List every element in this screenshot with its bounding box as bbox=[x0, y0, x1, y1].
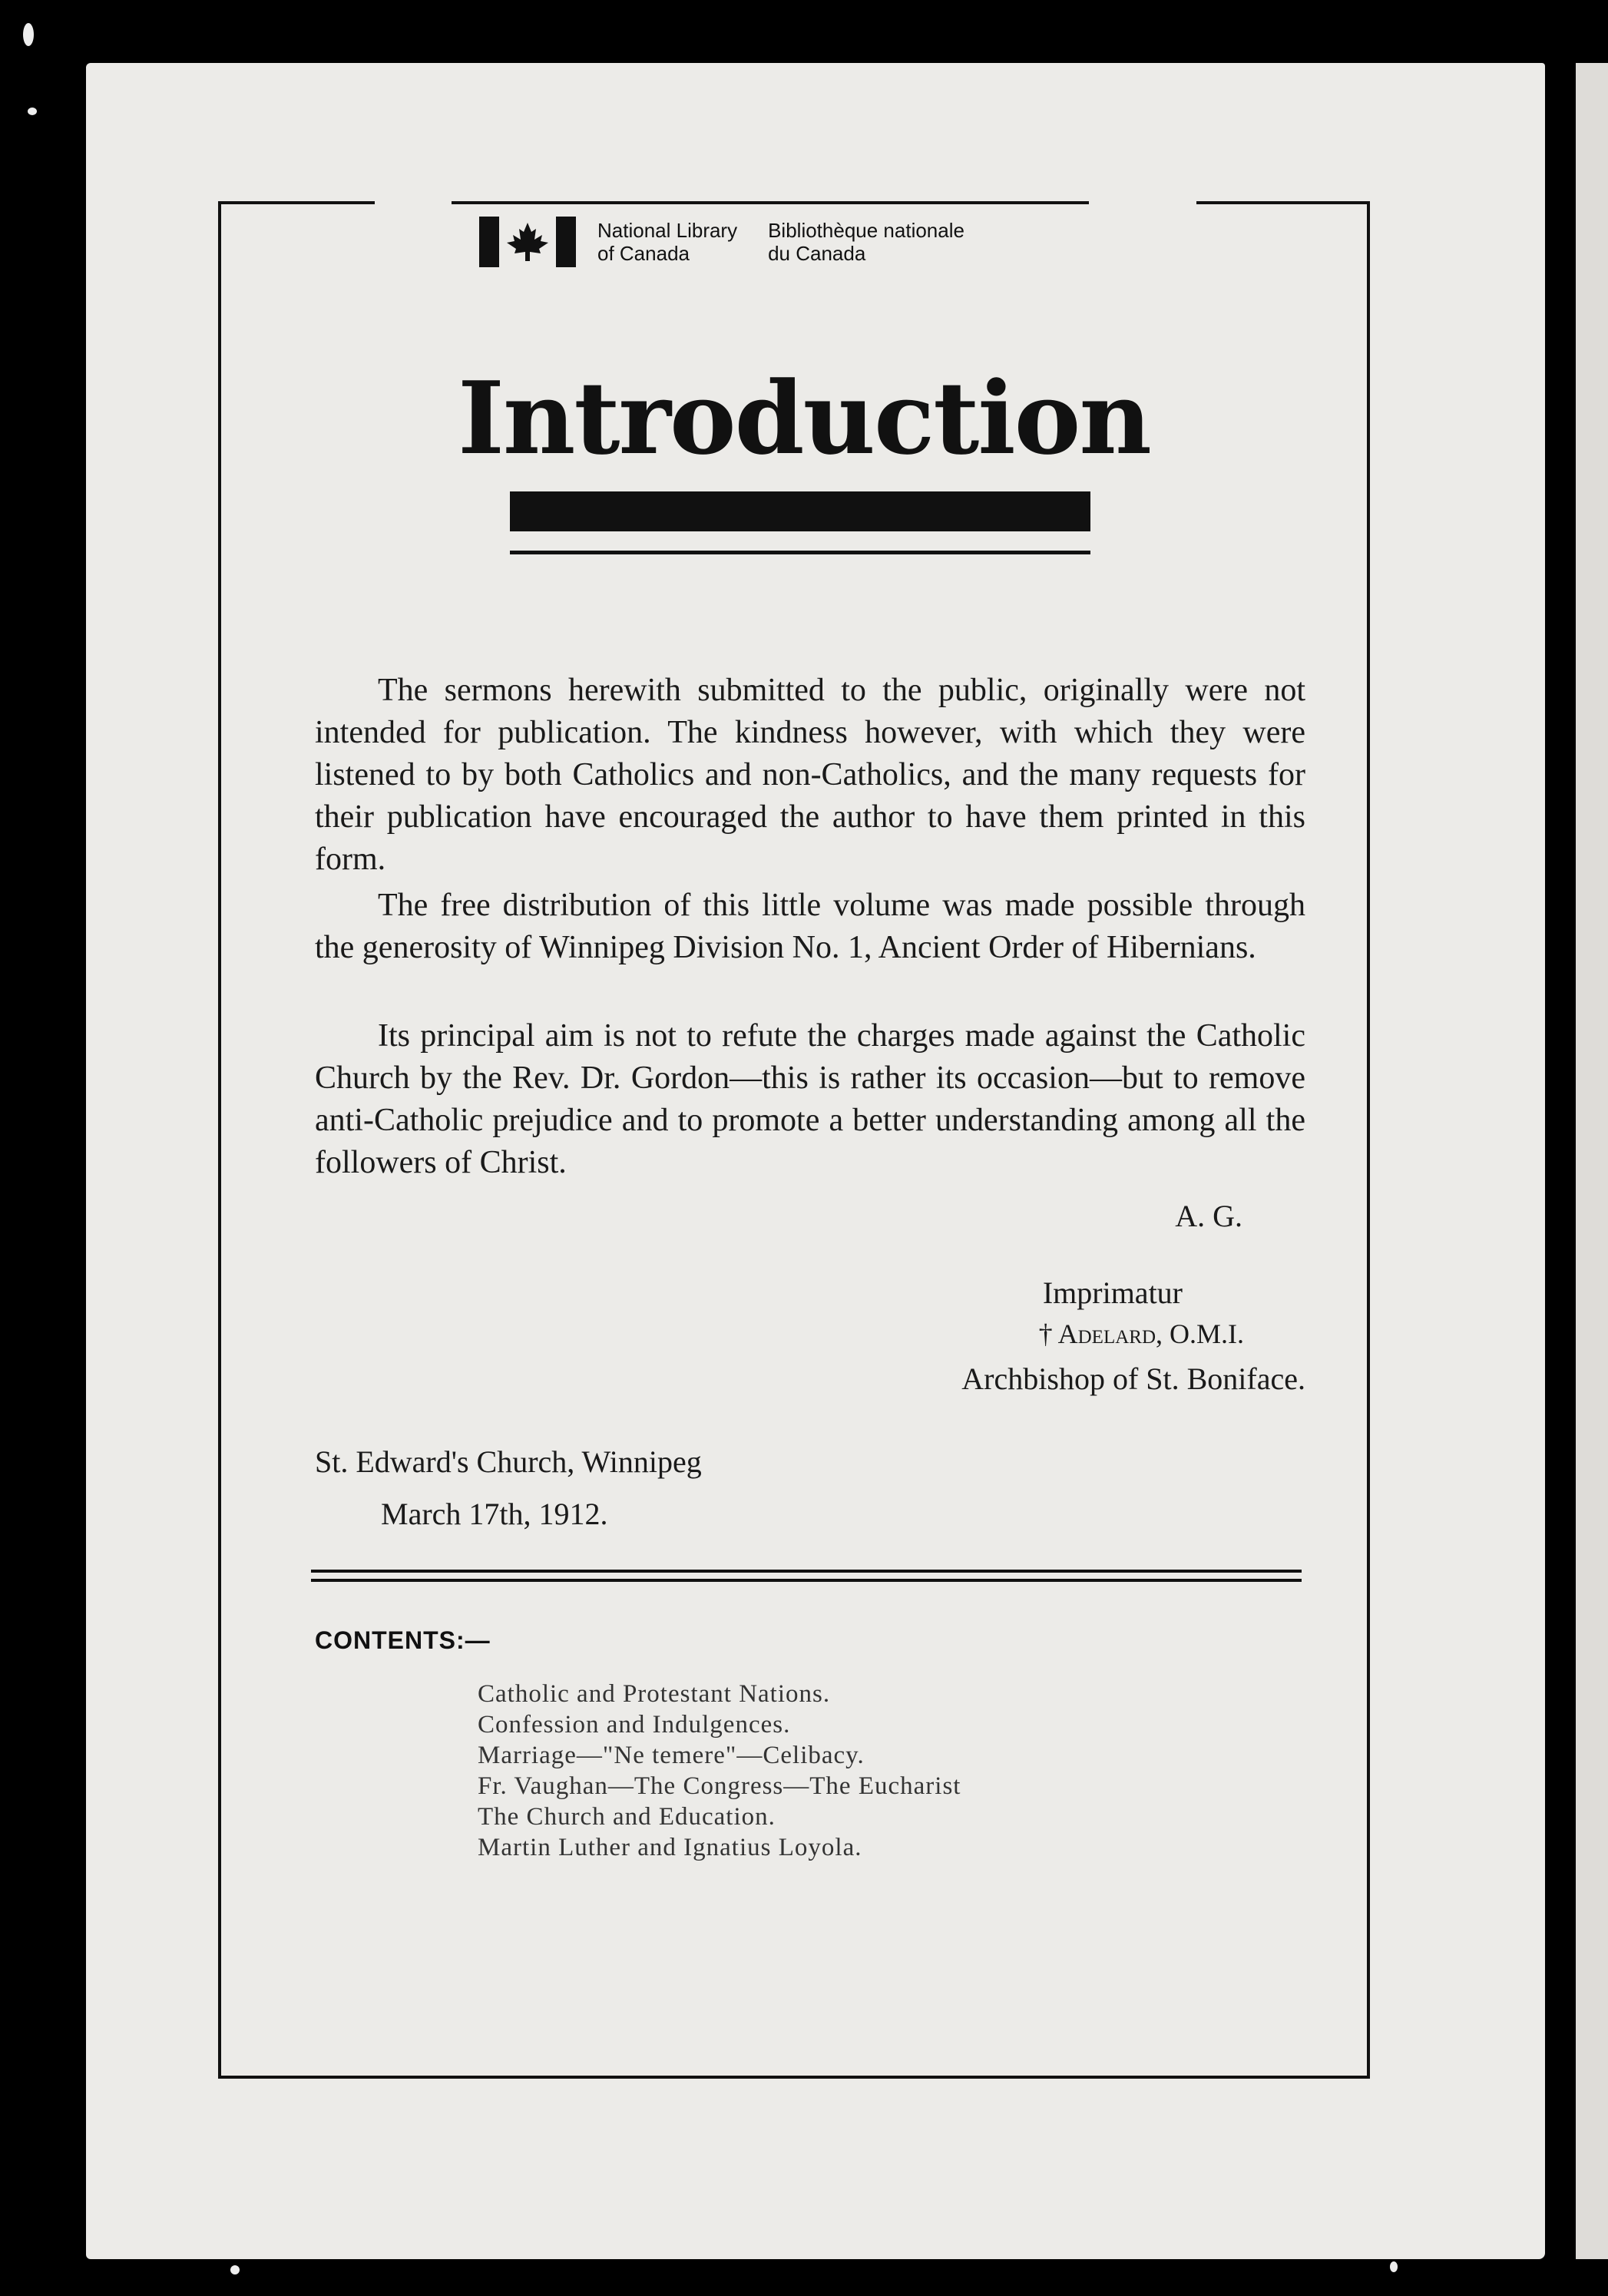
intro-paragraph-3: Its principal aim is not to refute the charges made against the Catholic Church by the Rev. Dr. Gordon—this is rather its occasion—but to remove anti-Catholic prejudice and to promote a better understanding among all the followers of Christ. bbox=[315, 1018, 1305, 1180]
library-header bbox=[479, 215, 995, 269]
title-rule bbox=[510, 551, 1090, 554]
place-line: St. Edward's Church, Winnipeg bbox=[315, 1444, 702, 1479]
contents-heading: CONTENTS:— bbox=[315, 1626, 491, 1654]
institution-name-en: National Library of Canada bbox=[597, 219, 738, 265]
contents-list bbox=[478, 1679, 961, 1863]
date-line: March 17th, 1912. bbox=[381, 1497, 608, 1531]
imprimatur-title: Archbishop of St. Boniface. bbox=[961, 1361, 1305, 1396]
page-title: Introduction bbox=[458, 359, 1150, 477]
imprimatur-label: Imprimatur bbox=[1042, 1275, 1183, 1310]
list-item: Marriage—"Ne temere"—Celibacy. bbox=[478, 1742, 865, 1769]
list-item: The Church and Education. bbox=[478, 1803, 776, 1831]
imprimatur-name: † Adelard, O.M.I. bbox=[1038, 1318, 1244, 1349]
author-initials: A. G. bbox=[1175, 1199, 1242, 1233]
divider-rule-bottom bbox=[311, 1579, 1302, 1582]
scan-artifact bbox=[230, 2265, 240, 2274]
divider-rule-top bbox=[311, 1570, 1302, 1573]
list-item: Catholic and Protestant Nations. bbox=[478, 1680, 831, 1708]
scan-artifact bbox=[23, 23, 34, 46]
scan-artifact bbox=[28, 108, 37, 115]
scan-artifact bbox=[1390, 2261, 1398, 2272]
title-underline-bar bbox=[510, 491, 1090, 531]
list-item: Fr. Vaughan—The Congress—The Eucharist bbox=[478, 1772, 961, 1800]
list-item: Confession and Indulgences. bbox=[478, 1711, 791, 1739]
intro-paragraph-1: The sermons herewith submitted to the public, originally were not intended for publication. The kindness however, with which they were listened to by both Catholics and non-Catholics, and the many requests for their publication have encouraged the author to have them printed in this form. bbox=[315, 673, 1305, 877]
list-item: Martin Luther and Ignatius Loyola. bbox=[478, 1834, 862, 1861]
canada-flag-icon bbox=[479, 217, 576, 267]
intro-paragraph-2: The free distribution of this little volume was made possible through the generosity of Winnipeg Division No. 1, Ancient Order of Hibernians. bbox=[315, 888, 1305, 965]
institution-name-fr: Bibliothèque nationale du Canada bbox=[768, 219, 964, 265]
